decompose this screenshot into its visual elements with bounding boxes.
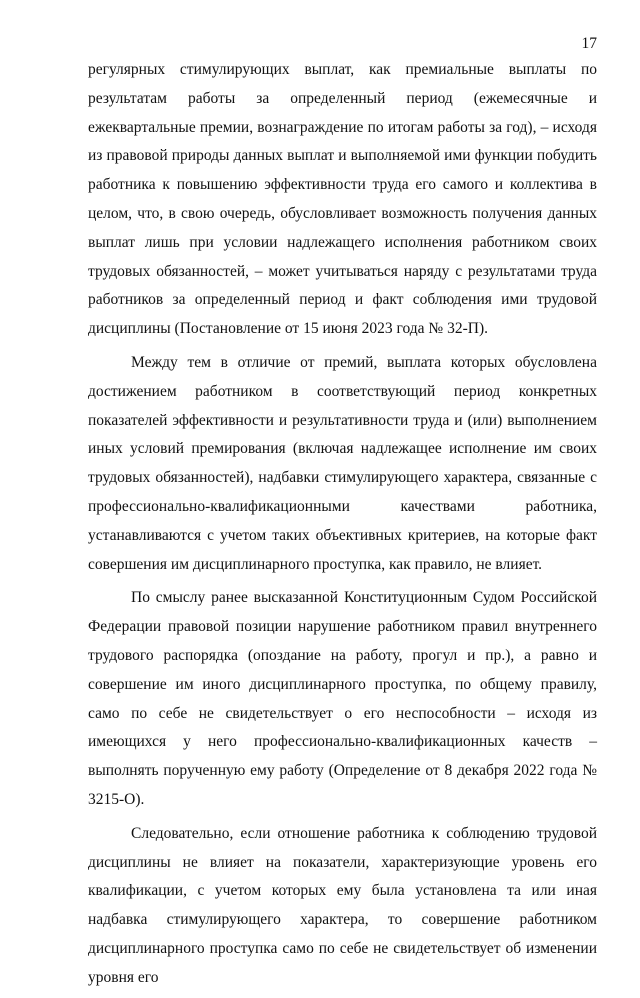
paragraph-conclusion: Следовательно, если отношение работника к соблюдению трудовой дисциплины не влияет на показатели, характеризующие уровень его квалификации, с учетом которых ему была установлена та или иная надбавка стимулирующего характера, то совершение работником дисциплинарного проступка само по себе не свидетельствует об изменении уровня его [88, 824, 597, 986]
page-number: 17 [581, 35, 597, 52]
paragraph-bonuses-vs-allowances: Между тем в отличие от премий, выплата которых обусловлена достижением работником в соответствующий период конкретных показателей эффективности и результативности труда и (или) выполнением иных условий премирования (включая надлежащее исполнение им своих трудовых обязанностей), надбавки стимулирующего характера, связанные с профессионально-квалификационными качествами работника, устанавливаются с учетом таких объективных критериев, на которые факт совершения им дисциплинарного проступка, как правило, не влияет. [88, 353, 597, 573]
paragraph-continuation: регулярных стимулирующих выплат, как премиальные выплаты по результатам работы за определенный период (ежемесячные и ежеквартальные премии, вознаграждение по итогам работы за год), – исходя из правовой природы данных выплат и выполняемой ими функции побудить работника к повышению эффективности труда его самого и коллектива в целом, что, в свою очередь, обусловливает возможность получения данных выплат лишь при условии надлежащего исполнения работником своих трудовых обязанностей, – может учитываться наряду с результатами труда работников за определенный период и факт соблюдения ими трудовой дисциплины (Постановление от 15 июня 2023 года № 32-П). [88, 61, 597, 338]
document-body [88, 56, 597, 998]
paragraph-court-position: По смыслу ранее высказанной Конституционным Судом Российской Федерации правовой позиции нарушение работником правил внутреннего трудового распорядка (опоздание на работу, прогул и пр.), а равно и совершение им иного дисциплинарного проступка, по общему правилу, само по себе не свидетельствует о его неспособности – исходя из имеющихся у него профессионально-квалификационных качеств – выполнять порученную ему работу (Определение от 8 декабря 2022 года № 3215-О). [88, 589, 597, 808]
